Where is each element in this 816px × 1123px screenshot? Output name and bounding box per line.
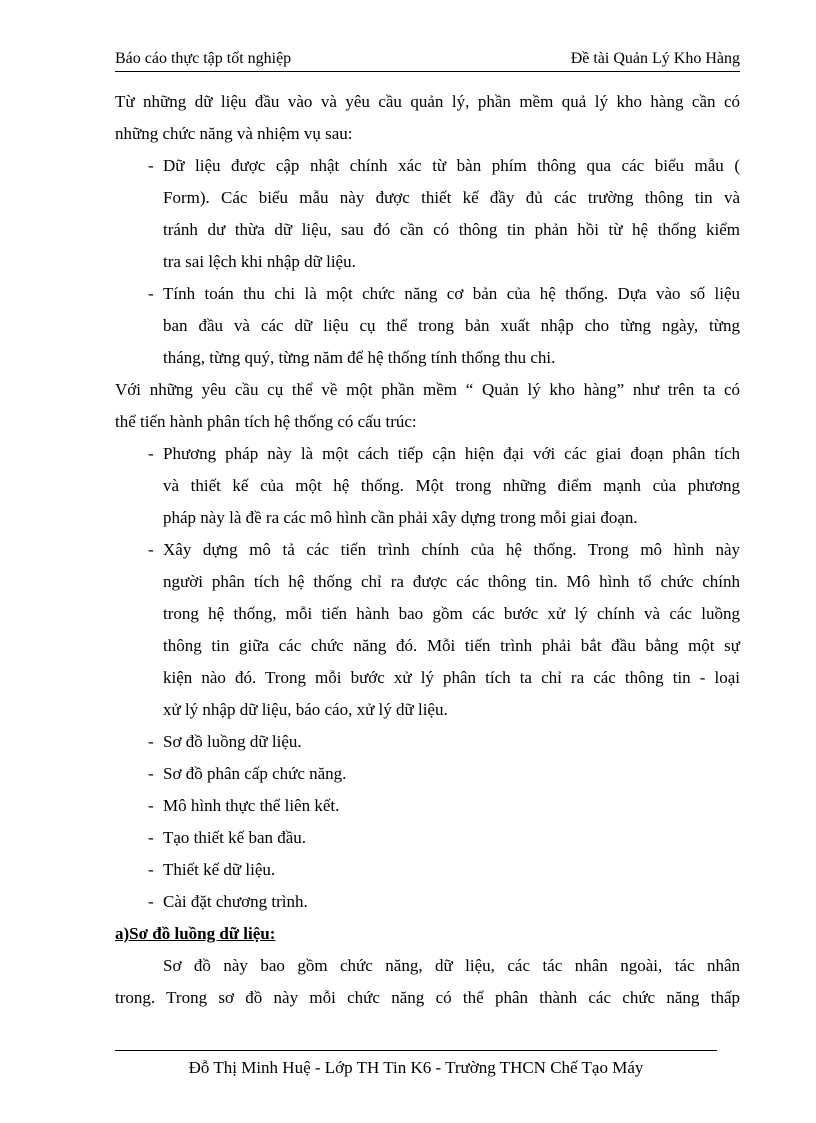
list-item-line: Phương pháp này là một cách tiếp cận hiện đại với các giai đoạn phân tích	[163, 444, 740, 463]
list-item	[115, 822, 740, 854]
list-item-line: Sơ đồ luồng dữ liệu.	[163, 732, 302, 751]
bullet-dash: -	[148, 828, 154, 847]
list-item-line: Tạo thiết kế ban đầu.	[163, 828, 307, 847]
list-item-line: tra sai lệch khi nhập dữ liệu.	[163, 252, 356, 271]
list-item-line: Form). Các biểu mẫu này được thiết kế đầy đủ các trường thông tin và	[163, 188, 740, 207]
list-item-line: pháp này là đề ra các mô hình cần phải xây dựng trong mỗi giai đoạn.	[163, 508, 638, 527]
header-topic-title: Đề tài Quản Lý Kho Hàng	[570, 50, 740, 67]
paragraph-line: trong. Trong sơ đồ này mỗi chức năng có thể phân thành các chức năng thấp	[115, 988, 740, 1007]
list-item-line: tránh dư thừa dữ liệu, sau đó cần có thông tin phản hồi từ hệ thống kiểm	[163, 220, 740, 239]
list-item	[115, 278, 740, 310]
list-item-line: trong hệ thống, mỗi tiến hành bao gồm các bước xử lý chính và các luồng	[163, 604, 740, 623]
bullet-dash: -	[148, 892, 154, 911]
list-item	[115, 726, 740, 758]
list-item-line: kiện nào đó. Trong mỗi bước xử lý phân tích ta chỉ ra các thông tin - loại	[163, 668, 740, 687]
list-item	[115, 758, 740, 790]
list-item	[115, 438, 740, 470]
list-item-line: xử lý nhập dữ liệu, báo cáo, xử lý dữ liệu.	[163, 700, 448, 719]
list-item	[115, 790, 740, 822]
list-item-line: tháng, từng quý, từng năm để hệ thống tính thống thu chi.	[163, 348, 556, 367]
document-body	[115, 86, 740, 1014]
bullet-dash: -	[148, 764, 154, 783]
page-header	[115, 49, 740, 72]
list-item-line: và thiết kế của một hệ thống. Một trong những điểm mạnh của phương	[163, 476, 740, 495]
list-item	[115, 854, 740, 886]
intro-line: Từ những dữ liệu đầu vào và yêu cầu quản lý, phần mềm quả lý kho hàng cần có	[115, 92, 740, 111]
bullet-dash: -	[148, 796, 154, 815]
section-heading: a)Sơ đồ luồng dữ liệu:	[115, 924, 276, 943]
bullet-dash: -	[148, 732, 154, 751]
list-item	[115, 534, 740, 566]
header-report-title: Báo cáo thực tập tốt nghiệp	[115, 50, 292, 67]
list-item	[115, 150, 740, 182]
bullet-dash: -	[148, 444, 154, 463]
paragraph-line: Với những yêu cầu cụ thể về một phần mềm “ Quản lý kho hàng” như trên ta có	[115, 380, 740, 399]
list-item-line: Xây dựng mô tả các tiến trình chính của hệ thống. Trong mô hình này	[163, 540, 740, 559]
paragraph-line: thể tiến hành phân tích hệ thống có cấu trúc:	[115, 412, 417, 431]
list-item	[115, 886, 740, 918]
list-item-line: Cài đặt chương trình.	[163, 892, 308, 911]
list-item-line: Dữ liệu được cập nhật chính xác từ bàn phím thông qua các biểu mẫu (	[163, 156, 740, 175]
list-item-line: Mô hình thực thể liên kết.	[163, 796, 340, 815]
bullet-dash: -	[148, 284, 154, 303]
footer-author-text: Đỗ Thị Minh Huệ - Lớp TH Tin K6 - Trường THCN Chế Tạo Máy	[188, 1058, 644, 1077]
list-item-line: ban đầu và các dữ liệu cụ thể trong bản xuất nhập cho từng ngày, từng	[163, 316, 740, 335]
list-item-line: thông tin giữa các chức năng đó. Mỗi tiến trình phải bắt đầu bằng một sự	[163, 636, 740, 655]
bullet-dash: -	[148, 860, 154, 879]
list-item-line: Sơ đồ phân cấp chức năng.	[163, 764, 347, 783]
list-item-line: người phân tích hệ thống chỉ ra được các thông tin. Mô hình tổ chức chính	[163, 572, 740, 591]
list-item-line: Thiết kế dữ liệu.	[163, 860, 276, 879]
intro-line: những chức năng và nhiệm vụ sau:	[115, 124, 353, 143]
paragraph-line: Sơ đồ này bao gồm chức năng, dữ liệu, các tác nhân ngoài, tác nhân	[163, 956, 740, 975]
bullet-dash: -	[148, 156, 154, 175]
list-item-line: Tính toán thu chi là một chức năng cơ bản của hệ thống. Dựa vào số liệu	[163, 284, 740, 303]
page-footer	[115, 1050, 717, 1083]
bullet-dash: -	[148, 540, 154, 559]
